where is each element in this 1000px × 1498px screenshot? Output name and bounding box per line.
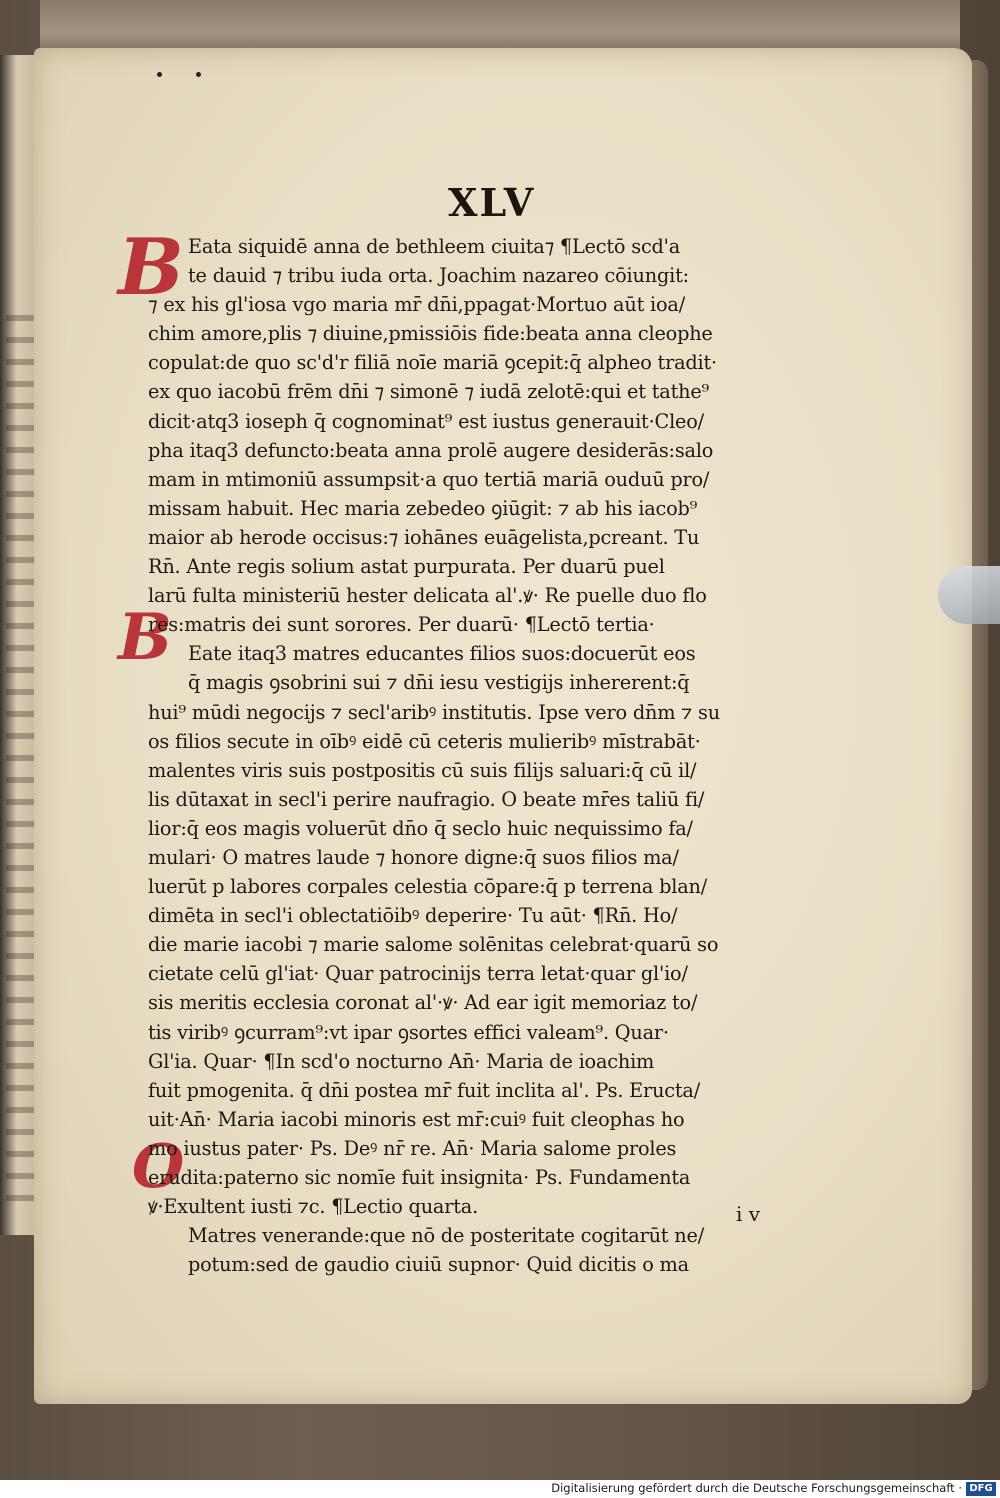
text-line: mulari· O matres laude ⁊ honore digne:q̄ suos filios ma/ bbox=[148, 845, 679, 869]
text-line: maior ab herode occisus:⁊ iohānes euāgelista,pcreant. Tu bbox=[148, 525, 700, 549]
text-line: Matres venerande:que nō de posteritate cogitarūt ne/ bbox=[188, 1224, 705, 1248]
text-line: ex quo iacobū frēm dn̄i ⁊ simonē ⁊ iudā zelotē:qui et tathe⁹ bbox=[148, 380, 710, 404]
text-line: lior:q̄ eos magis voluerūt dn̄o q̄ seclo huic nequissimo fa/ bbox=[148, 816, 693, 840]
text-line: Rn̄. Ante regis solium astat purpurata. Per duarū puel bbox=[148, 555, 665, 579]
funding-credit: Digitalisierung gefördert durch die Deutsche Forschungsgemeinschaft · bbox=[551, 1481, 962, 1495]
text-line: missam habuit. Hec maria zebedeo ꝯiūgit: ⁊ ab his iacob⁹ bbox=[148, 496, 698, 520]
text-line: uit·An̄· Maria iacobi minoris est mr̄:cuiꝰ fuit cleophas ho bbox=[148, 1107, 685, 1131]
text-line: erudita:paterno sic nomīe fuit insignita· Ps. Fundamenta bbox=[148, 1166, 691, 1189]
rubricated-initial: O bbox=[132, 1132, 185, 1202]
text-line: larū fulta ministeriū hester delicata al'.ꝟ· Re puelle duo flo bbox=[148, 584, 707, 608]
text-line: Eata siquidē anna de bethleem ciuita⁊ ¶Lectō scd'a bbox=[188, 235, 681, 258]
text-line: res:matris dei sunt sorores. Per duarū· ¶Lectō tertia· bbox=[148, 613, 655, 637]
text-line: hui⁹ mūdi negocijs ⁊ secl'aribꝰ institutis. Ipse vero dn̄m ⁊ su bbox=[148, 700, 720, 724]
text-line: ꝟ·Exultent iusti ⁊c. ¶Lectio quarta. bbox=[148, 1195, 479, 1219]
rubricated-initial: B bbox=[118, 222, 184, 313]
text-line: os filios secute in oībꝰ eidē cū ceteris mulieribꝰ mīstrabāt· bbox=[148, 729, 701, 753]
left-page-bleed-text bbox=[6, 315, 36, 1215]
text-line: luerūt p labores corpales celestia cōpare:q̄ p terrena blan/ bbox=[148, 875, 708, 899]
text-line: tis viribꝰ ꝯcurram⁹:vt ipar ꝯsortes effici valeam⁹. Quar· bbox=[148, 1020, 669, 1044]
folio-number: XLV bbox=[448, 180, 536, 225]
rubricated-initial: B bbox=[118, 600, 173, 675]
text-line: q̄ magis ꝯsobrini sui ⁊ dn̄i iesu vestigijs inhererent:q̄ bbox=[188, 671, 690, 695]
signature-mark: i v bbox=[736, 1202, 761, 1226]
text-line: sis meritis ecclesia coronat al'·ꝟ· Ad ear igit memoriaz to/ bbox=[148, 991, 698, 1015]
text-line: mo iustus pater· Ps. Deꝰ nr̄ re. An̄· Maria salome proles bbox=[148, 1136, 677, 1160]
text-line: fuit pmogenita. q̄ dn̄i postea mr̄ fuit inclita al'. Ps. Eructa/ bbox=[148, 1078, 701, 1102]
text-line: copulat:de quo sc'd'r filiā noīe mariā ꝯcepit:q̄ alpheo tradit· bbox=[148, 351, 717, 375]
text-line: te dauid ⁊ tribu iuda orta. Joachim nazareo cōiungit: bbox=[188, 264, 689, 288]
text-line: pha itaq3 defuncto:beata anna prolē augere desiderās:salo bbox=[148, 438, 714, 462]
text-line: cietate celū gl'iat· Quar patrocinijs terra letat·quar gl'io/ bbox=[148, 962, 688, 986]
text-line: lis dūtaxat in secl'i perire naufragio. O beate mr̄es taliū fi/ bbox=[148, 787, 705, 811]
page-speck bbox=[196, 72, 201, 77]
page-clip-holder bbox=[938, 566, 1000, 624]
text-line: potum:sed de gaudio ciuiū supnor· Quid dicitis o ma bbox=[188, 1253, 689, 1277]
text-line: dimēta in secl'i oblectatiōibꝰ deperire· Tu aūt· ¶Rn̄. Ho/ bbox=[148, 904, 678, 928]
text-line: malentes viris suis postpositis cū suis filijs saluari:q̄ cū il/ bbox=[148, 758, 697, 782]
text-line: ⁊ ex his gl'iosa vgo maria mr̄ dn̄i,ppagat·Mortuo aūt ioa/ bbox=[148, 293, 686, 317]
text-line: dicit·atq3 ioseph q̄ cognominat⁹ est iustus generauit·Cleo/ bbox=[148, 409, 704, 433]
text-column bbox=[148, 232, 824, 1279]
dfg-logo: DFG bbox=[966, 1482, 996, 1496]
text-line: chim amore,plis ⁊ diuine,pmissiōis fide:beata anna cleophe bbox=[148, 322, 713, 346]
text-line: mam in mtimoniū assumpsit·a quo tertiā mariā ouduū pro/ bbox=[148, 467, 710, 491]
binding-top-edge bbox=[40, 0, 960, 55]
text-line: Eate itaq3 matres educantes filios suos:docuerūt eos bbox=[188, 642, 696, 666]
page-speck bbox=[157, 72, 162, 77]
text-line: die marie iacobi ⁊ marie salome solēnitas celebrat·quarū so bbox=[148, 933, 719, 957]
text-line: Gl'ia. Quar· ¶In scd'o nocturno An̄· Maria de ioachim bbox=[148, 1049, 655, 1073]
